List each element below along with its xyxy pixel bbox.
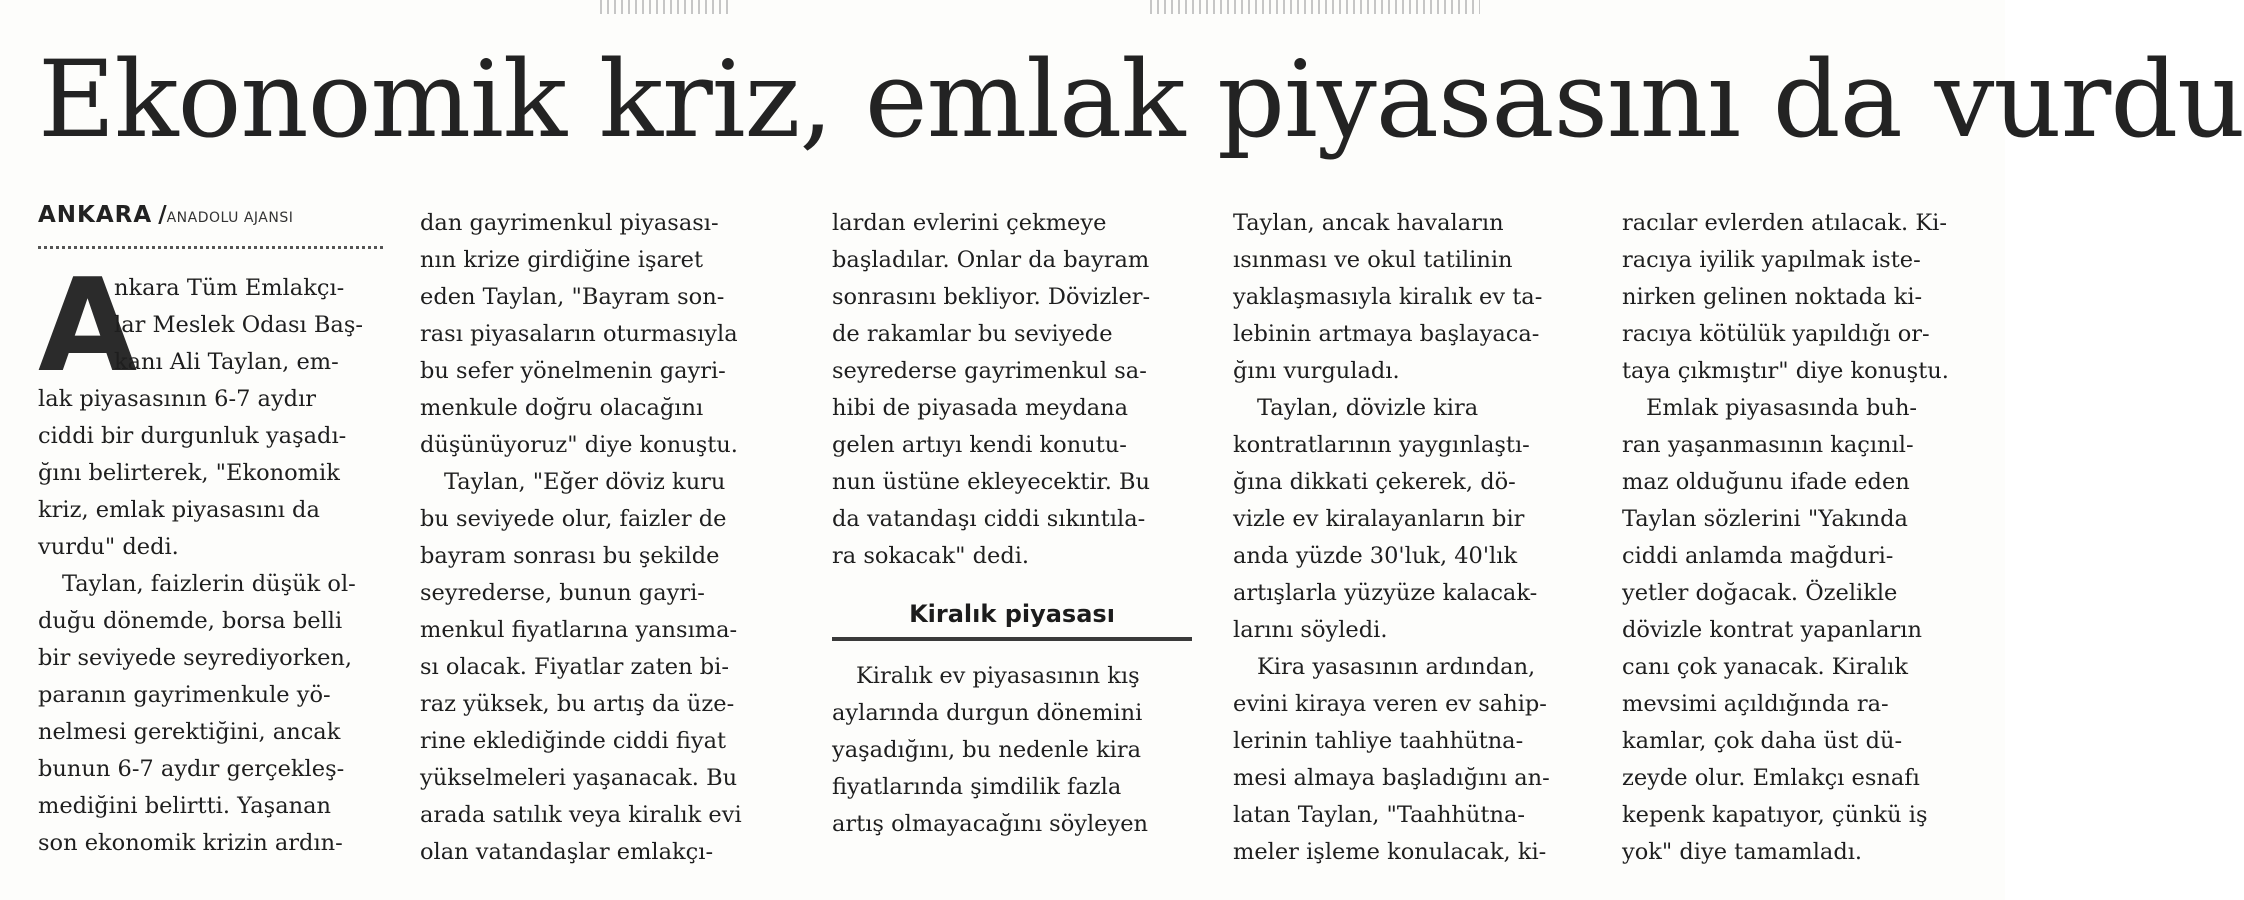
text-line: de rakamlar bu seviyede: [832, 321, 1113, 347]
text-line: racıya kötülük yapıldığı or-: [1622, 321, 1930, 347]
text-line: fiyatlarında şimdilik fazla: [832, 774, 1122, 800]
text-line: paranın gayrimenkule yö-: [38, 682, 331, 708]
text-line: kriz, emlak piyasasını da: [38, 497, 320, 523]
text-line: racıya iyilik yapılmak iste-: [1622, 247, 1921, 273]
drop-cap: A: [38, 252, 138, 401]
text-line: olan vatandaşlar emlakçı-: [420, 839, 714, 865]
text-line: Taylan, dövizle kira: [1257, 395, 1479, 421]
text-line: aylarında durgun dönemini: [832, 700, 1143, 726]
text-line: artışlarla yüzyüze kalacak-: [1233, 580, 1538, 606]
text-line: Kira yasasının ardından,: [1257, 654, 1536, 680]
text-line: Taylan, ancak havaların: [1233, 210, 1504, 236]
text-line: kepenk kapatıyor, çünkü iş: [1622, 802, 1928, 828]
text-line: evini kiraya veren ev sahip-: [1233, 691, 1547, 717]
text-line: Emlak piyasasında buh-: [1646, 395, 1918, 421]
article-column-1: [38, 252, 383, 862]
text-line: sonrasını bekliyor. Dövizler-: [832, 284, 1151, 310]
text-line: ğını belirterek, "Ekonomik: [38, 460, 340, 486]
text-line: mediğini belirtti. Yaşanan: [38, 793, 332, 819]
text-line: larını söyledi.: [1233, 617, 1388, 643]
text-line: nun üstüne ekleyecektir. Bu: [832, 469, 1151, 495]
text-line: bayram sonrası bu şekilde: [420, 543, 720, 569]
text-line: kontratlarının yaygınlaştı-: [1233, 432, 1530, 458]
text-line: Taylan sözlerini "Yakında: [1622, 506, 1908, 532]
text-line: menkule doğru olacağını: [420, 395, 704, 421]
text-line: dan gayrimenkul piyasası-: [420, 210, 719, 236]
text-line: rine eklediğinde ciddi fiyat: [420, 728, 727, 754]
text-line: maz olduğunu ifade eden: [1622, 469, 1910, 495]
dateline: [38, 202, 383, 249]
text-line: menkul fiyatlarına yansıma-: [420, 617, 738, 643]
text-line: nın krize girdiğine işaret: [420, 247, 704, 273]
text-line: düşünüyoruz" diye konuştu.: [420, 432, 738, 458]
text-line: yaşadığını, bu nedenle kira: [832, 737, 1142, 763]
text-line: vurdu" dedi.: [38, 534, 179, 560]
text-line: yükselmeleri yaşanacak. Bu: [420, 765, 738, 791]
article-column-5: [1622, 205, 1977, 871]
headline: Ekonomik kriz, emlak piyasasını da vurdu: [38, 38, 2244, 161]
text-line: yetler doğacak. Özelikle: [1622, 580, 1898, 606]
dateline-separator: /: [158, 202, 167, 228]
article-column-3: [832, 205, 1192, 575]
text-line: rası piyasaların oturmasıyla: [420, 321, 738, 347]
text-line: bu sefer yönelmenin gayri-: [420, 358, 726, 384]
text-line: arada satılık veya kiralık evi: [420, 802, 742, 828]
text-line: Taylan, faizlerin düşük ol-: [62, 571, 356, 597]
text-line: hibi de piyasada meydana: [832, 395, 1129, 421]
text-line: yaklaşmasıyla kiralık ev ta-: [1233, 284, 1543, 310]
text-line: canı çok yanacak. Kiralık: [1622, 654, 1908, 680]
text-line: yok" diye tamamladı.: [1622, 839, 1863, 865]
text-line: nelmesi gerektiğini, ancak: [38, 719, 341, 745]
subheading-block: [832, 595, 1192, 645]
text-line: lardan evlerini çekmeye: [832, 210, 1107, 236]
text-line: lebinin artmaya başlayaca-: [1233, 321, 1540, 347]
text-line: raz yüksek, bu artış da üze-: [420, 691, 735, 717]
text-line: son ekonomik krizin ardın-: [38, 830, 343, 856]
article-column-4: [1233, 205, 1583, 871]
text-line: gelen artıyı kendi konutu-: [832, 432, 1127, 458]
text-line: lar Meslek Odası Baş-: [114, 312, 363, 338]
text-line: vizle ev kiralayanların bir: [1233, 506, 1525, 532]
print-noise: [600, 0, 730, 14]
article-column-2: [420, 205, 770, 871]
text-line: ra sokacak" dedi.: [832, 543, 1030, 569]
text-line: kamlar, çok daha üst dü-: [1622, 728, 1903, 754]
text-line: Kiralık ev piyasasının kış: [856, 663, 1140, 689]
text-line: ğını vurguladı.: [1233, 358, 1400, 384]
text-line: anda yüzde 30'luk, 40'lık: [1233, 543, 1518, 569]
text-line: Taylan, "Eğer döviz kuru: [444, 469, 726, 495]
text-line: ısınması ve okul tatilinin: [1233, 247, 1513, 273]
text-line: da vatandaşı ciddi sıkıntıla-: [832, 506, 1146, 532]
text-line: meler işleme konulacak, ki-: [1233, 839, 1547, 865]
text-line: taya çıkmıştır" diye konuştu.: [1622, 358, 1949, 384]
text-line: mevsimi açıldığında ra-: [1622, 691, 1889, 717]
dateline-city: ANKARA: [38, 202, 153, 228]
text-line: lak piyasasının 6-7 aydır: [38, 386, 317, 412]
subheading: Kiralık piyasası: [909, 600, 1115, 628]
print-noise: [1150, 0, 1480, 14]
text-line: başladılar. Onlar da bayram: [832, 247, 1150, 273]
article-column-3-continued: [832, 658, 1192, 843]
text-line: zeyde olur. Emlakçı esnafı: [1622, 765, 1920, 791]
text-line: lerinin tahliye taahhütna-: [1233, 728, 1524, 754]
text-line: mesi almaya başladığını an-: [1233, 765, 1550, 791]
text-line: artış olmayacağını söyleyen: [832, 811, 1149, 837]
text-line: dövizle kontrat yapanların: [1622, 617, 1922, 643]
text-line: sı olacak. Fiyatlar zaten bi-: [420, 654, 729, 680]
text-line: duğu dönemde, borsa belli: [38, 608, 343, 634]
text-line: ciddi anlamda mağduri-: [1622, 543, 1894, 569]
text-line: seyrederse gayrimenkul sa-: [832, 358, 1147, 384]
text-line: ran yaşanmasının kaçınıl-: [1622, 432, 1914, 458]
dateline-agency: ANADOLU AJANSI: [166, 210, 294, 226]
text-line: eden Taylan, "Bayram son-: [420, 284, 725, 310]
text-line: bir seviyede seyrediyorken,: [38, 645, 353, 671]
text-line: ğına dikkati çekerek, dö-: [1233, 469, 1516, 495]
text-line: nirken gelinen noktada ki-: [1622, 284, 1923, 310]
text-line: ciddi bir durgunluk yaşadı-: [38, 423, 347, 449]
text-line: racılar evlerden atılacak. Ki-: [1622, 210, 1947, 236]
text-line: latan Taylan, "Taahhütna-: [1233, 802, 1525, 828]
subheading-rule: [832, 637, 1192, 641]
text-line: seyrederse, bunun gayri-: [420, 580, 705, 606]
text-line: bu seviyede olur, faizler de: [420, 506, 727, 532]
text-line: bunun 6-7 aydır gerçekleş-: [38, 756, 345, 782]
text-line: kanı Ali Taylan, em-: [114, 349, 339, 375]
text-line: nkara Tüm Emlakçı-: [114, 275, 345, 301]
